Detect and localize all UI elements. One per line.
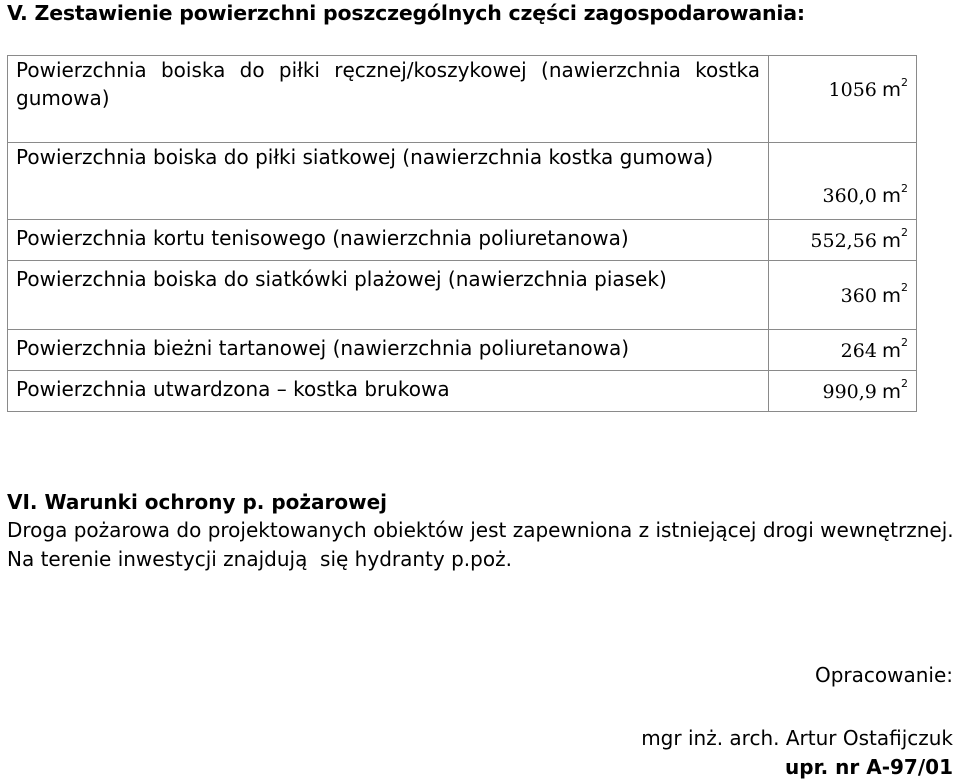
area-description: Powierzchnia utwardzona – kostka brukowa bbox=[8, 371, 769, 412]
section-title: V. Zestawienie powierzchni poszczególnych części zagospodarowania: bbox=[7, 1, 805, 25]
area-unit: $m^2$ bbox=[882, 281, 908, 307]
area-value: 1056 bbox=[828, 79, 877, 101]
area-value-cell bbox=[769, 220, 917, 261]
table-row bbox=[8, 261, 917, 330]
table-row bbox=[8, 56, 917, 143]
area-value-cell bbox=[769, 143, 917, 220]
area-summary-table bbox=[7, 55, 917, 412]
hydrants-paragraph: Na terenie inwestycji znajdują się hydranty p.poż. bbox=[7, 547, 512, 571]
author-name: mgr inż. arch. Artur Ostafijczuk bbox=[641, 726, 953, 750]
license-number: upr. nr A-97/01 bbox=[785, 755, 953, 779]
area-unit: $m^2$ bbox=[882, 336, 908, 362]
area-value-cell bbox=[769, 261, 917, 330]
area-value-cell bbox=[769, 330, 917, 371]
area-value: 990,9 bbox=[822, 380, 877, 403]
area-description: Powierzchnia boiska do siatkówki plażowej (nawierzchnia piasek) bbox=[8, 261, 769, 330]
area-unit: $m^2$ bbox=[882, 181, 908, 207]
area-value-cell bbox=[769, 371, 917, 412]
table-row bbox=[8, 330, 917, 371]
area-value: 360,0 bbox=[822, 185, 877, 207]
area-value-cell bbox=[769, 56, 917, 143]
area-description: Powierzchnia bieżni tartanowej (nawierzchnia poliuretanowa) bbox=[8, 330, 769, 371]
table-row bbox=[8, 143, 917, 220]
area-value: 264 bbox=[840, 339, 877, 362]
area-unit: $m^2$ bbox=[882, 377, 908, 403]
area-unit: $m^2$ bbox=[882, 226, 908, 252]
table-row bbox=[8, 220, 917, 261]
table-row bbox=[8, 371, 917, 412]
prepared-by-label: Opracowanie: bbox=[814, 663, 953, 687]
area-unit: $m^2$ bbox=[882, 75, 908, 101]
fire-protection-section bbox=[7, 488, 957, 574]
fire-access-paragraph: Droga pożarowa do projektowanych obiektów jest zapewniona z istniejącej drogi wewnętrznej. bbox=[7, 518, 954, 542]
fire-protection-heading: VI. Warunki ochrony p. pożarowej bbox=[7, 490, 388, 514]
area-description: Powierzchnia boiska do piłki ręcznej/koszykowej (nawierzchnia kostka gumowa) bbox=[8, 56, 769, 143]
area-description: Powierzchnia kortu tenisowego (nawierzchnia poliuretanowa) bbox=[8, 220, 769, 261]
area-value: 552,56 bbox=[810, 229, 877, 252]
area-value: 360 bbox=[840, 284, 877, 307]
area-description: Powierzchnia boiska do piłki siatkowej (nawierzchnia kostka gumowa) bbox=[8, 143, 769, 220]
